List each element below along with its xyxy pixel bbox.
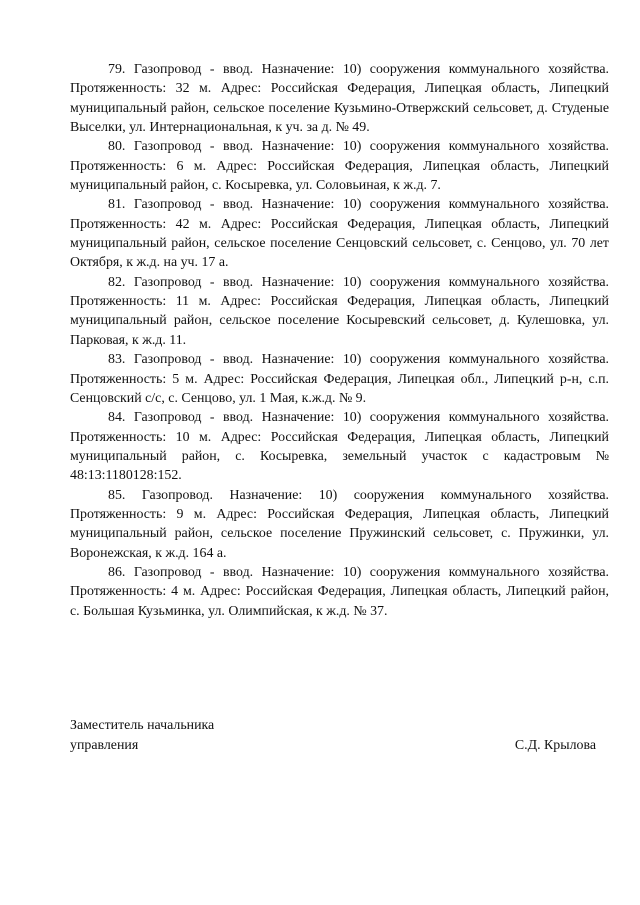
signatory-name: С.Д. Крылова — [514, 737, 596, 753]
list-item-86: 86. Газопровод - ввод. Назначение: 10) сооружения коммунального хозяйства. Протяженность: 4 м. Адрес: Российская Федерация, Липецкая область, Липецкий район, с. Большая Кузьминка, ул. Олимпийская, к ж.д. № 37. — [70, 564, 609, 619]
signatory-position-line1: Заместитель начальника — [70, 718, 215, 733]
list-item-79: 79. Газопровод - ввод. Назначение: 10) сооружения коммунального хозяйства. Протяженность: 32 м. Адрес: Российская Федерация, Липецкая область, Липецкий муниципальный район, сельское поселение Кузьмино-Отвержский сельсовет, д. Студеные Выселки, ул. Интернациональная, к уч. за д. № 49. — [70, 62, 609, 136]
list-item-85: 85. Газопровод. Назначение: 10) сооружения коммунального хозяйства. Протяженность: 9 м. Адрес: Российская Федерация, Липецкая область, Липецкий муниципальный район, сельское поселение Пружинский сельсовет, с. Пружинки, ул. Воронежская, к ж.д. 164 а. — [70, 487, 609, 561]
document-body — [70, 60, 609, 621]
list-item-84: 84. Газопровод - ввод. Назначение: 10) сооружения коммунального хозяйства. Протяженность: 10 м. Адрес: Российская Федерация, Липецкая область, Липецкий муниципальный район, с. Косыревка, земельный участок с кадастровым № 48:13:1180128:152. — [70, 410, 609, 484]
list-item-80: 80. Газопровод - ввод. Назначение: 10) сооружения коммунального хозяйства. Протяженность: 6 м. Адрес: Российская Федерация, Липецкая область, Липецкий муниципальный район, с. Косыревка, ул. Соловьиная, к ж.д. 7. — [70, 139, 609, 194]
signature-block — [70, 716, 609, 755]
signature-row — [70, 736, 609, 756]
signatory-position-line2: управления — [70, 737, 139, 753]
list-item-82: 82. Газопровод - ввод. Назначение: 10) сооружения коммунального хозяйства. Протяженность: 11 м. Адрес: Российская Федерация, Липецкая область, Липецкий муниципальный район, сельское поселение Косыревский сельсовет, д. Кулешовка, ул. Парковая, к ж.д. 11. — [70, 274, 609, 348]
list-item-81: 81. Газопровод - ввод. Назначение: 10) сооружения коммунального хозяйства. Протяженность: 42 м. Адрес: Российская Федерация, Липецкая область, Липецкий муниципальный район, сельское поселение Сенцовский сельсовет, с. Сенцово, ул. 70 лет Октября, к ж.д. на уч. 17 а. — [70, 197, 609, 271]
list-item-83: 83. Газопровод - ввод. Назначение: 10) сооружения коммунального хозяйства. Протяженность: 5 м. Адрес: Российская Федерация, Липецкая обл., Липецкий р-н, с.п. Сенцовский с/с, с. Сенцово, ул. 1 Мая, к.ж.д. № 9. — [70, 352, 609, 406]
